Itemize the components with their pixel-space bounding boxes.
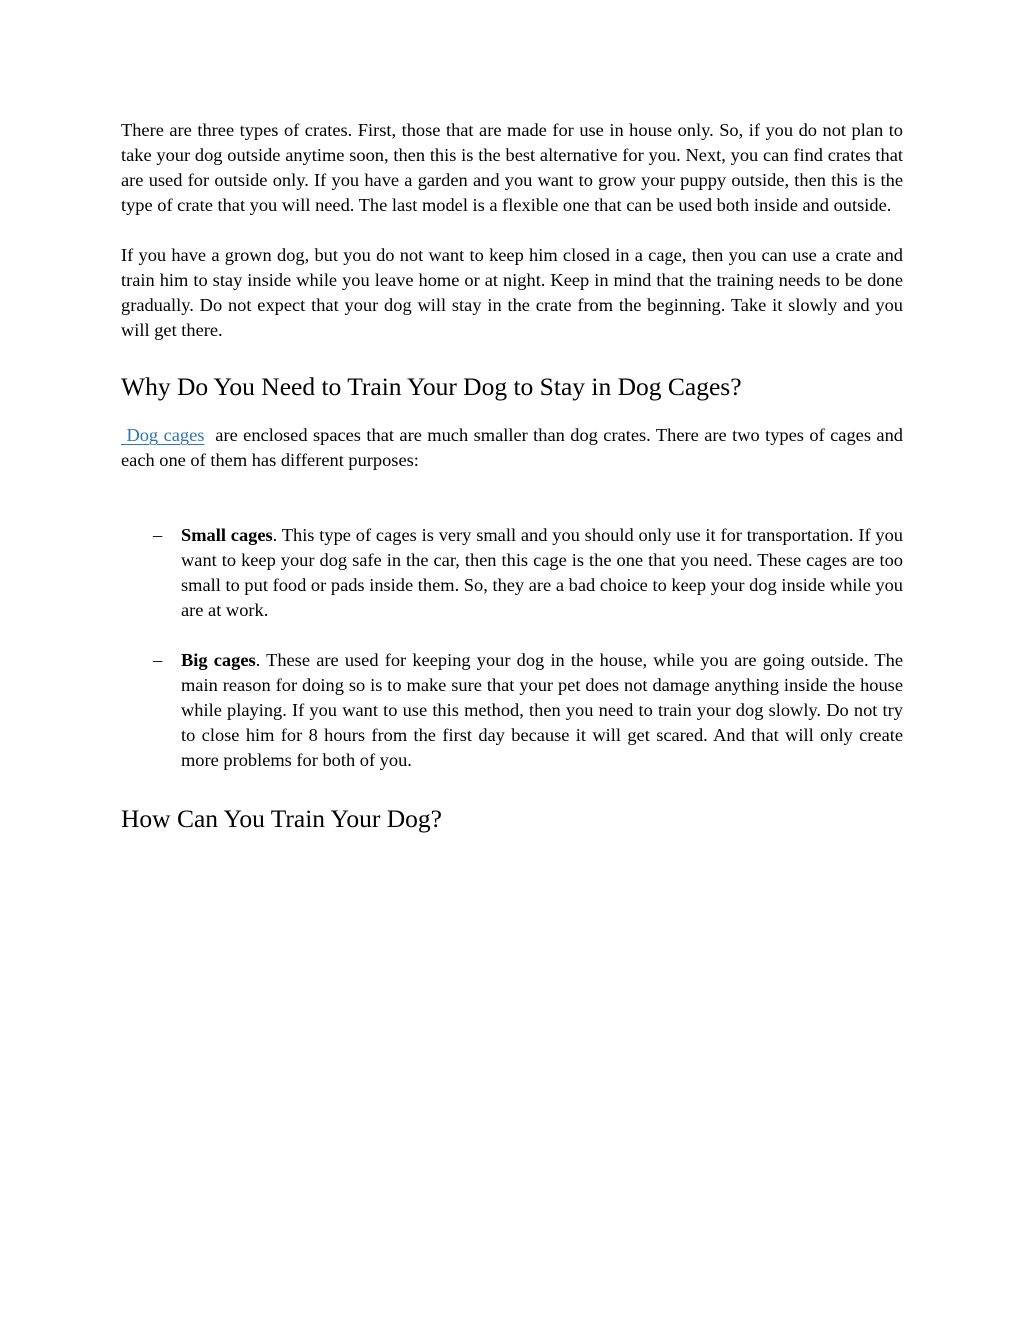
- grown-dog-paragraph: If you have a grown dog, but you do not want to keep him closed in a cage, then you can use a crate and train him to stay inside while you leave home or at night. Keep in mind that the training needs to be done gradually. Do not expect that your dog will stay in the crate from the beginning. Take it slowly and you will get there.: [121, 245, 903, 340]
- dog-cages-intro-text: are enclosed spaces that are much smaller than dog crates. There are two types of cages and each one of them has different purposes:: [121, 425, 903, 470]
- crate-types-paragraph: There are three types of crates. First, those that are made for use in house only. So, if you do not plan to take your dog outside anytime soon, then this is the best alternative for you. Next, you can find crates that are used for outside only. If you have a garden and you want to grow your puppy outside, then this is the type of crate that you will need. The last model is a flexible one that can be used both inside and outside.: [121, 120, 903, 215]
- how-train-heading: How Can You Train Your Dog?: [121, 804, 442, 833]
- cage-types-list: [121, 523, 903, 773]
- list-item-text: [181, 648, 903, 773]
- dog-cages-intro-paragraph: [121, 423, 903, 473]
- list-dash-marker: –: [153, 525, 163, 545]
- why-train-heading: Why Do You Need to Train Your Dog to Stay in Dog Cages?: [121, 372, 742, 401]
- list-item-big-cages: [121, 648, 903, 773]
- list-item-description: . These are used for keeping your dog in the house, while you are going outside. The main reason for doing so is to make sure that your pet does not damage anything inside the house while playing. If you want to use this method, then you need to train your dog slowly. Do not try to close him for 8 hours from the first day because it will get scared. And that will only create more problems for both of you.: [181, 650, 903, 770]
- list-item-term: Big cages: [181, 650, 256, 670]
- list-dash-marker: –: [153, 650, 163, 670]
- list-item-term: Small cages: [181, 525, 273, 545]
- list-item-description: . This type of cages is very small and you should only use it for transportation. If you want to keep your dog safe in the car, then this cage is the one that you need. These cages are too small to put food or pads inside them. So, they are a bad choice to keep your dog inside while you are at work.: [181, 525, 903, 620]
- list-item-small-cages: [121, 523, 903, 623]
- list-item-text: [181, 523, 903, 623]
- document-page: [121, 118, 903, 834]
- dog-cages-link[interactable]: Dog cages: [126, 425, 205, 445]
